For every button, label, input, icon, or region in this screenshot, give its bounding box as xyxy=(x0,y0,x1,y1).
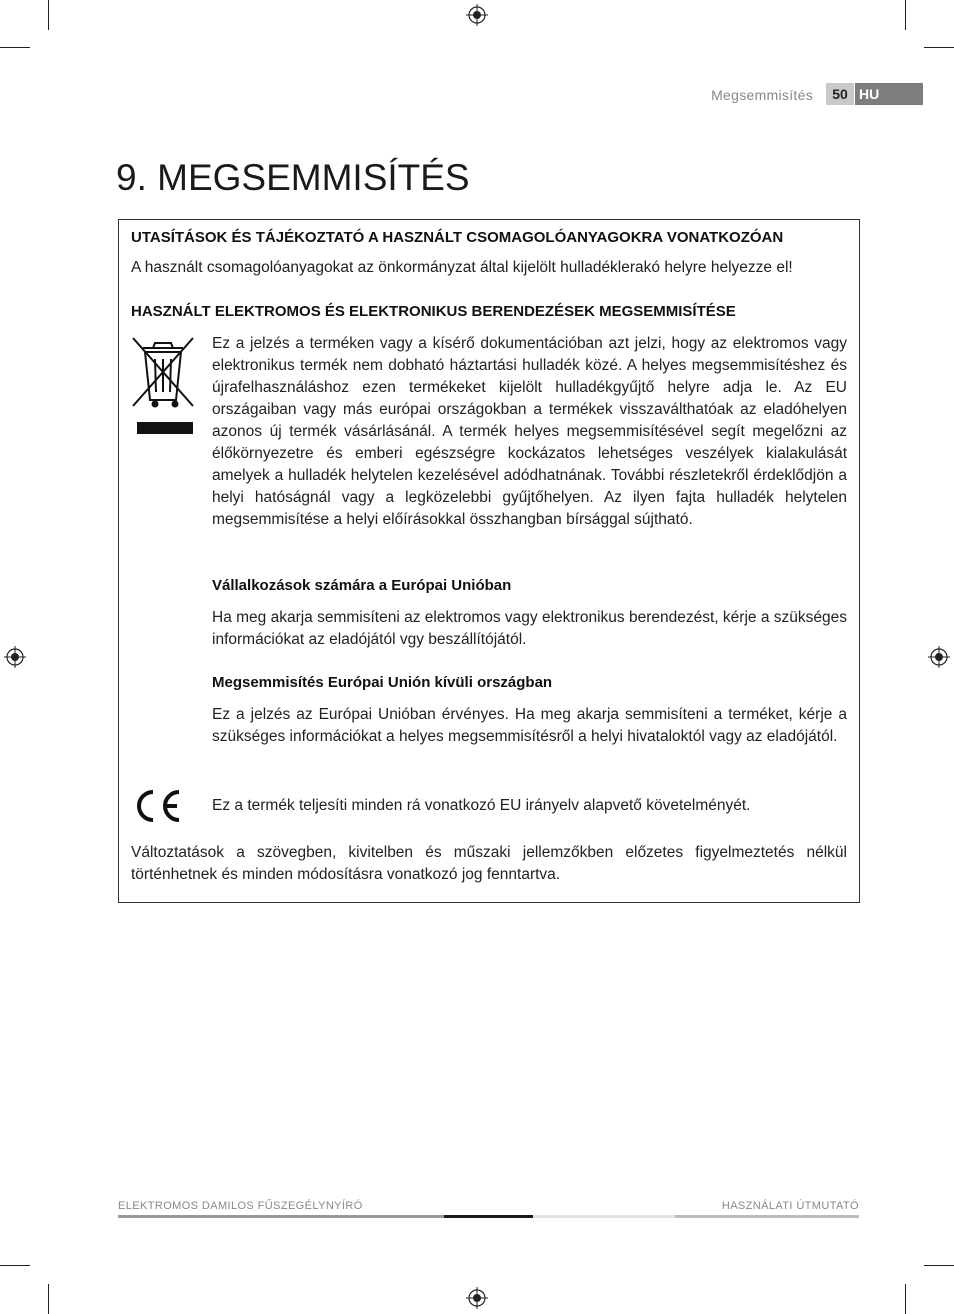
ce-text: Ez a termék teljesíti minden rá vonatkozó EU irányelv alapvető követelményét. xyxy=(212,797,751,814)
registration-mark-icon xyxy=(466,1287,488,1309)
footer-manual-label: HASZNÁLATI ÚTMUTATÓ xyxy=(721,1200,859,1212)
page-number: 50 xyxy=(826,83,854,105)
page-title: 9. MEGSEMMISÍTÉS xyxy=(116,157,470,198)
registration-mark-icon xyxy=(4,646,26,668)
footer-bar xyxy=(118,1215,444,1218)
crop-mark xyxy=(924,1265,954,1266)
crop-mark xyxy=(905,1284,906,1314)
crop-mark xyxy=(48,1284,49,1314)
footer-bar xyxy=(444,1215,533,1218)
ce-mark-icon xyxy=(131,788,183,824)
crop-mark xyxy=(48,0,49,30)
changes-text: Változtatások a szövegben, kivitelben és műszaki jellemzőkben előzetes figyelmeztetés nélkül történhetnek és minden módosításra vonatkozó jog fenntartva. xyxy=(131,844,847,883)
weee-heading: HASZNÁLT ELEKTROMOS ÉS ELEKTRONIKUS BERENDEZÉSEK MEGSEMMISÍTÉSE xyxy=(131,303,736,320)
outside-eu-heading: Megsemmisítés Európai Unión kívüli országban xyxy=(212,674,553,691)
business-text: Ha meg akarja semmisíteni az elektromos vagy elektronikus berendezést, kérje a szükséges információkat az eladójától vgy beszállítójától. xyxy=(212,609,847,648)
footer-product-name: ELEKTROMOS DAMILOS FŰSZEGÉLYNYÍRÓ xyxy=(118,1200,363,1212)
outside-eu-text: Ez a jelzés az Európai Unióban érvényes. Ha meg akarja semmisíteni a terméket, kérje a szükséges információkat a helyes megsemmisítésről a helyi hivataloktól vagy az eladójától. xyxy=(212,706,847,745)
footer-bar xyxy=(533,1215,675,1218)
packaging-heading: UTASÍTÁSOK ÉS TÁJÉKOZTATÓ A HASZNÁLT CSOMAGOLÓANYAGOKRA VONATKOZÓAN xyxy=(131,229,784,246)
header-section-name: Megsemmisítés xyxy=(711,87,813,103)
weee-crossed-bin-icon xyxy=(131,334,195,438)
disposal-info-box xyxy=(118,219,860,903)
crop-mark xyxy=(0,47,30,48)
business-heading: Vállalkozások számára a Európai Unióban xyxy=(212,577,512,594)
language-tag: HU xyxy=(855,83,923,105)
crop-mark xyxy=(924,47,954,48)
packaging-text: A használt csomagolóanyagokat az önkormányzat által kijelölt hulladéklerakó helyre helyezze el! xyxy=(131,259,793,276)
crop-mark xyxy=(905,0,906,30)
registration-mark-icon xyxy=(928,646,950,668)
registration-mark-icon xyxy=(466,4,488,26)
weee-text: Ez a jelzés a terméken vagy a kísérő dokumentációban azt jelzi, hogy az elektromos vagy elektronikus termék nem dobható háztartási hulladék közé. A helyes megsemmisítéshez és újrafelhasználáshoz ezen termékeket kijelölt hulladékgyűjtő helyre adja le. Az EU országaiban vagy más európai országokban a termékek visszaválthatóak az eladóhelyen azonos új termék vásárlásánál. A termék helyes megsemmisítésével segít megelőzni az élőkörnyezetre és emberi egészségre kockázatos lehetséges veszélyek kialakulását amelyek a hulladék helytelen kezelésével adódhatnának. További részletekről érdeklődjön a helyi hatóságnál vagy a legközelebbi gyűjtőhelyen. Az ilyen fajta hulladék helytelen megsemmisítése a helyi előírásokkal összhangban bírsággal sújtható. xyxy=(212,335,847,528)
footer-bar xyxy=(675,1215,859,1218)
crop-mark xyxy=(0,1265,30,1266)
